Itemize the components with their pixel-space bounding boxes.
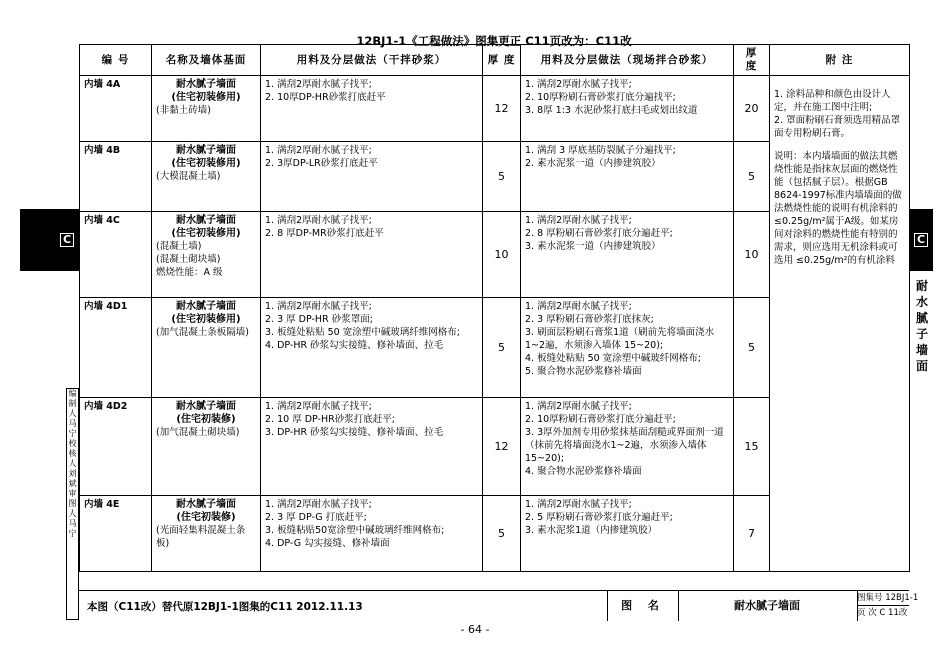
site-step: 5. 聚合物水泥砂浆修补墙面 (525, 366, 642, 377)
site-method (521, 212, 734, 298)
name-line: (住宅初装修用) (171, 158, 241, 169)
header-notes: 附 注 (770, 45, 910, 76)
site-step: 3. 8厚 1:3 水泥砂浆打底扫毛或划出纹道 (525, 105, 698, 116)
spec-table (79, 44, 910, 572)
name-line: (住宅初装修用) (171, 92, 241, 103)
header-site-method: 用料及分层做法（现场拌合砂浆） (521, 45, 734, 76)
name-line: 耐水腻子墙面 (176, 301, 236, 312)
base-line: (光面轻集料混凝土条板) (156, 525, 246, 549)
site-step: 1. 满刮2厚耐水腻子找平; (525, 401, 632, 412)
dry-method (261, 212, 483, 298)
dry-step: 2. 3 厚 DP-G 打底赶平; (265, 512, 367, 523)
header-code: 编 号 (80, 45, 152, 76)
site-method (521, 496, 734, 572)
row-code: 内墙 4A (80, 76, 152, 142)
atlas-number-label: 图集号 (857, 593, 883, 603)
site-step: 4. 板缝处粘贴 50 宽涂塑中碱玻纤网格布; (525, 353, 701, 364)
site-thickness: 20 (734, 76, 770, 142)
dry-step: 2. 3厚DP-LR砂浆打底赶平 (265, 158, 378, 169)
base-line: (混凝土墙) (156, 241, 202, 252)
note-paragraph: 2. 罩面粉刷石膏须选用精品罩面专用粉刷石膏。 (774, 115, 901, 139)
dry-method (261, 496, 483, 572)
dry-step: 3. 板缝粘贴50宽涂塑中碱玻璃纤维网格布; (265, 525, 445, 536)
dry-method (261, 142, 483, 212)
header-dry-method: 用料及分层做法（干拌砂浆） (261, 45, 483, 76)
dry-method (261, 398, 483, 496)
site-step: 2. 素水泥浆一道（内掺建筑胶） (525, 158, 661, 169)
site-step: 1. 满刮2厚耐水腻子找平; (525, 301, 632, 312)
drawing-name-label: 图 名 (607, 591, 679, 621)
site-step: 1. 满刮 3 厚底基防裂腻子分遍找平; (525, 145, 676, 156)
section-letter-left: C (60, 233, 74, 247)
site-thickness: 5 (734, 298, 770, 398)
vertical-section-title: 耐 水 腻 子 墙 面 (915, 279, 928, 373)
row-code: 内墙 4E (80, 496, 152, 572)
notes-cell (770, 76, 910, 572)
dry-step: 2. 10厚DP-HR砂浆打底赶平 (265, 92, 386, 103)
base-line: (大模混凝土墙) (156, 171, 221, 182)
dry-thickness: 5 (483, 496, 521, 572)
title-block (79, 590, 919, 621)
row-code: 内墙 4B (80, 142, 152, 212)
row-name (152, 212, 261, 298)
dry-thickness: 12 (483, 398, 521, 496)
replacement-note: 本图（C11改）替代原12BJ1-1图集的C11 2012.11.13 (87, 601, 363, 613)
dry-thickness: 5 (483, 298, 521, 398)
base-line: 燃烧性能：A 级 (156, 267, 223, 278)
site-thickness: 5 (734, 142, 770, 212)
dry-thickness: 5 (483, 142, 521, 212)
section-tab-left (20, 209, 79, 271)
table-row (80, 76, 910, 142)
site-step: 3. 素水泥浆1道（内掺建筑胶） (525, 525, 658, 536)
dry-step: 1. 满刮2厚耐水腻子找平; (265, 215, 372, 226)
dry-step: 4. DP-HR 砂浆勾实接缝、修补墙面、拉毛 (265, 340, 444, 351)
base-line: (非黏土砖墙) (156, 105, 211, 116)
header-thickness-dry: 厚 度 (483, 45, 521, 76)
name-line: 耐水腻子墙面 (176, 215, 236, 226)
header-name: 名称及墙体基面 (152, 45, 261, 76)
name-line: 耐水腻子墙面 (176, 401, 236, 412)
site-step: 1. 满刮2厚耐水腻子找平; (525, 79, 632, 90)
drawing-name-value: 耐水腻子墙面 (677, 591, 858, 621)
name-line: (住宅初装修) (176, 414, 236, 425)
header-thickness-site: 厚 度 (734, 45, 770, 76)
site-step: 2. 8 厚粉刷石膏砂浆打底分遍赶平; (525, 228, 673, 239)
site-method (521, 76, 734, 142)
dry-thickness: 10 (483, 212, 521, 298)
page-title: 12BJ1-1《工程做法》图集更正 C11页改为：C11改 (356, 34, 632, 48)
site-step: 3. 素水泥浆一道（内掺建筑胶） (525, 241, 661, 252)
row-code: 内墙 4D1 (80, 298, 152, 398)
dry-step: 4. DP-G 勾实接缝、修补墙面 (265, 538, 390, 549)
dry-step: 2. 3 厚 DP-HR 砂浆罩面; (265, 314, 373, 325)
dry-method (261, 76, 483, 142)
site-method (521, 398, 734, 496)
site-step: 3. 3厚外加剂专用砂浆抹基面刮糙或界面剂一道（抹前先将墙面浇水1~2遍，水须渗入墙体 15~20); (525, 427, 724, 464)
dry-thickness: 12 (483, 76, 521, 142)
dry-method (261, 298, 483, 398)
page-label: 页 次 (857, 608, 877, 618)
dry-step: 1. 满刮2厚耐水腻子找平; (265, 401, 372, 412)
dry-step: 3. DP-HR 砂浆勾实接缝、修补墙面、拉毛 (265, 427, 444, 438)
site-step: 1. 满刮2厚耐水腻子找平; (525, 215, 632, 226)
site-thickness: 15 (734, 398, 770, 496)
dry-step: 3. 板缝处粘贴 50 宽涂塑中碱玻璃纤维网格布; (265, 327, 460, 338)
site-thickness: 10 (734, 212, 770, 298)
table-header-row (80, 45, 910, 76)
name-line: 耐水腻子墙面 (176, 79, 236, 90)
row-name (152, 76, 261, 142)
base-line: (加气混凝土条板隔墙) (156, 327, 249, 338)
section-letter-right: C (914, 233, 928, 247)
note-paragraph: 说明：本内墙墙面的做法其燃烧性能是指抹灰层面的燃烧性能（包括腻子层）。根据GB 8624-1997标准内墙墙面的做法燃烧性能的说明有机涂料的 ≤0.25g/m²属于A级。如某房间对涂料的燃烧性能有特别的需求，则应选用无机涂料或可选用 ≤0.25g/m²的有机涂料 (774, 151, 902, 266)
site-method (521, 142, 734, 212)
name-line: (住宅初装修用) (171, 228, 241, 239)
dry-step: 1. 满刮2厚耐水腻子找平; (265, 79, 372, 90)
dry-step: 1. 满刮2厚耐水腻子找平; (265, 301, 372, 312)
row-name (152, 298, 261, 398)
note-paragraph: 1. 涂料品种和颜色由设计人定，并在施工图中注明; (774, 89, 891, 113)
name-line: (住宅初装修用) (171, 314, 241, 325)
dry-step: 1. 满刮2厚耐水腻子找平; (265, 499, 372, 510)
page-number: - 64 - (460, 623, 490, 636)
site-step: 2. 5 厚粉刷石膏砂浆打底分遍赶平; (525, 512, 673, 523)
row-code: 内墙 4C (80, 212, 152, 298)
site-step: 2. 10厚粉刷石膏砂浆打底分遍找平; (525, 92, 676, 103)
site-method (521, 298, 734, 398)
atlas-meta (857, 591, 919, 621)
site-step: 3. 刷面层粉刷石膏浆1道（刷前先将墙面浇水1~2遍，水须渗入墙体 15~20); (525, 327, 715, 351)
site-thickness: 7 (734, 496, 770, 572)
page-value: C 11改 (879, 608, 908, 618)
base-line: (混凝土砌块墙) (156, 254, 221, 265)
name-line: 耐水腻子墙面 (176, 499, 236, 510)
name-line: (住宅初装修) (176, 512, 236, 523)
row-code: 内墙 4D2 (80, 398, 152, 496)
atlas-number-value: 12BJ1-1 (885, 593, 919, 603)
site-step: 2. 10厚粉刷石膏砂浆打底分遍赶平; (525, 414, 676, 425)
dry-step: 1. 满刮2厚耐水腻子找平; (265, 145, 372, 156)
row-name (152, 142, 261, 212)
site-step: 2. 3 厚粉刷石膏砂浆打底抹灰; (525, 314, 654, 325)
row-name (152, 496, 261, 572)
row-name (152, 398, 261, 496)
section-tab-right (909, 209, 933, 271)
signature-strip: 编 制 人 马 宁 校 核 人 刘 斌 审 图 人 马 宁 (66, 388, 79, 620)
site-step: 1. 满刮2厚耐水腻子找平; (525, 499, 632, 510)
dry-step: 2. 10 厚 DP-HR砂浆打底赶平; (265, 414, 395, 425)
dry-step: 2. 8 厚DP-MR砂浆打底赶平 (265, 228, 384, 239)
base-line: (加气混凝土砌块墙) (156, 427, 240, 438)
site-step: 4. 聚合物水泥砂浆修补墙面 (525, 466, 642, 477)
name-line: 耐水腻子墙面 (176, 145, 236, 156)
